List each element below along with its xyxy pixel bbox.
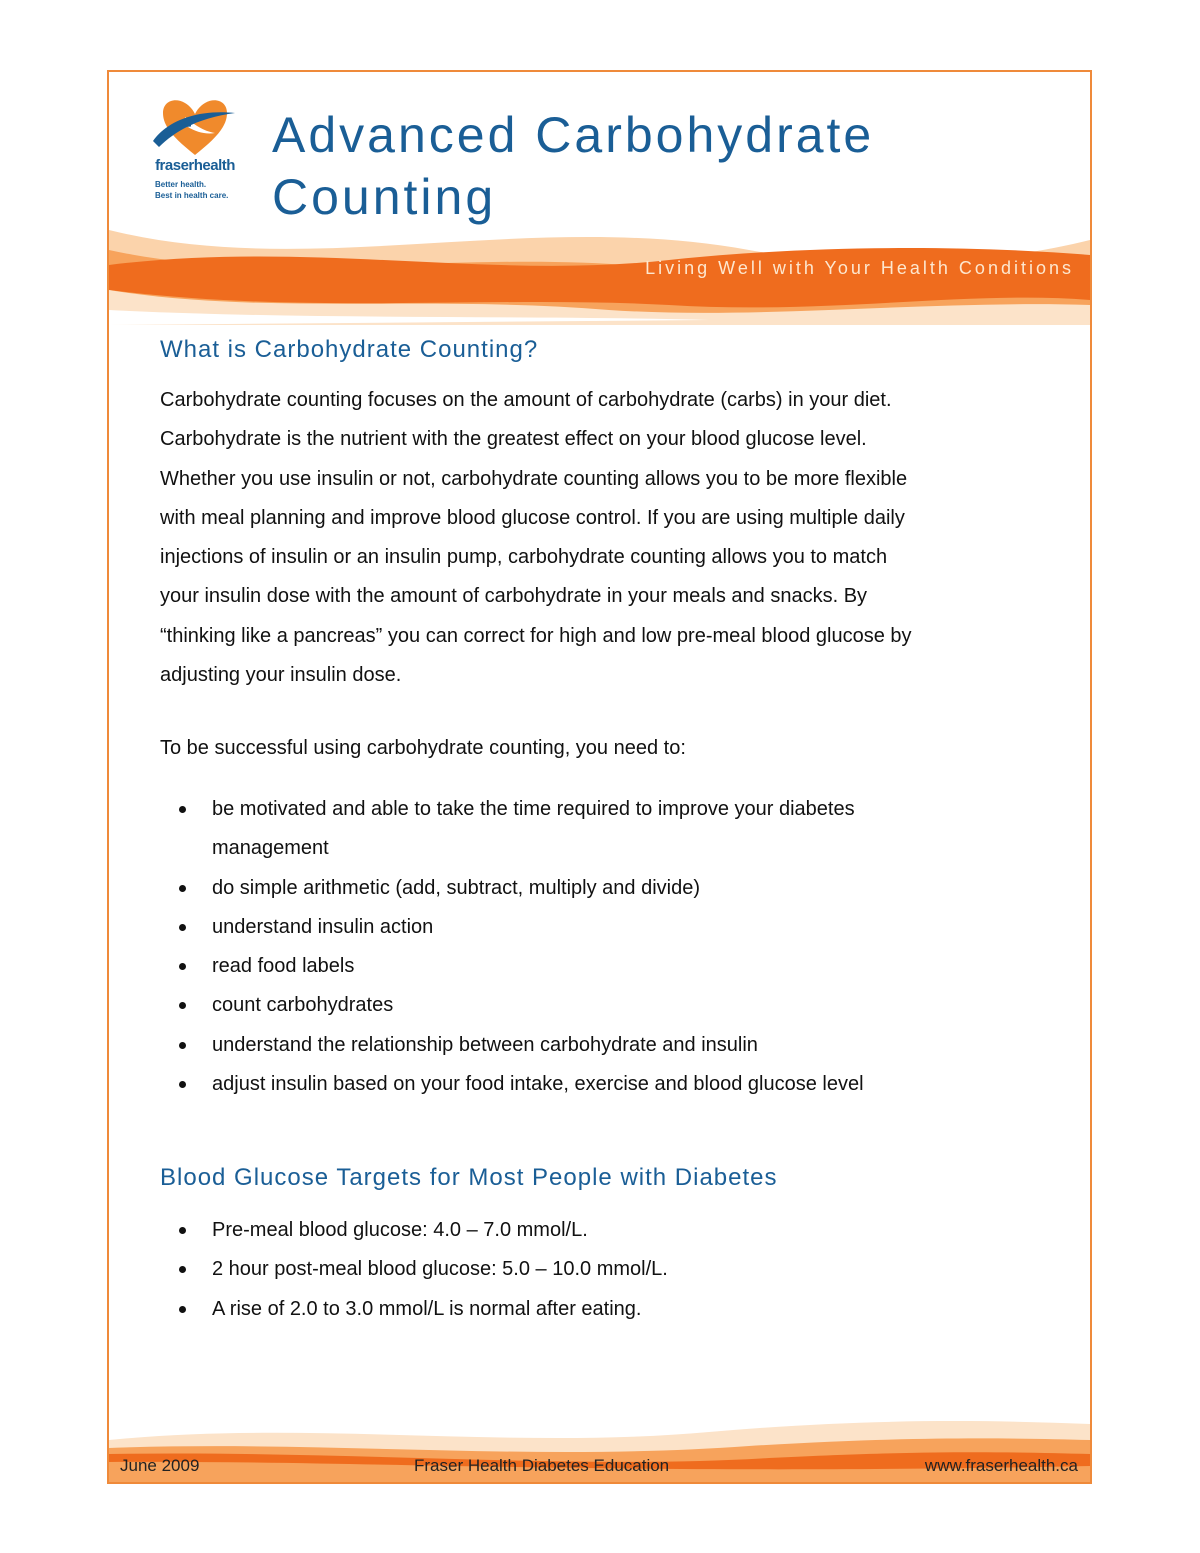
- bullet-icon: [179, 1306, 186, 1313]
- bullet-icon: [179, 1227, 186, 1234]
- bullet-icon: [179, 1042, 186, 1049]
- paragraph-line: Carbohydrate counting focuses on the amount of carbohydrate (carbs) in your diet.: [160, 389, 892, 411]
- bullet-icon: [179, 1081, 186, 1088]
- list-item-text: adjust insulin based on your food intake, exercise and blood glucose level: [212, 1073, 864, 1096]
- list-item-text: do simple arithmetic (add, subtract, multiply and divide): [212, 876, 700, 899]
- paragraph-line: adjusting your insulin dose.: [160, 664, 402, 687]
- title-line-1: Advanced Carbohydrate: [272, 107, 875, 163]
- list-item-text: Pre-meal blood glucose: 4.0 – 7.0 mmol/L.: [212, 1219, 588, 1241]
- footer-website-link[interactable]: www.fraserhealth.ca: [924, 1456, 1078, 1475]
- section-heading-glucose-targets: Blood Glucose Targets for Most People with Diabetes: [160, 1164, 778, 1191]
- logo-tagline-line2: Best in health care.: [155, 191, 229, 200]
- list-item: [160, 1211, 1060, 1250]
- bullet-icon: [179, 1266, 186, 1273]
- list-item-text: read food labels: [212, 955, 355, 978]
- glucose-targets-list: [160, 1211, 1060, 1329]
- list-item-text: understand insulin action: [212, 915, 434, 938]
- list-item-text: A rise of 2.0 to 3.0 mmol/L is normal after eating.: [212, 1297, 642, 1320]
- list-item: [160, 790, 1060, 869]
- fraserhealth-logo: [145, 95, 245, 220]
- bullet-icon: [179, 924, 186, 931]
- bullet-icon: [179, 963, 186, 970]
- bullet-icon: [179, 1002, 186, 1009]
- list-item-text-cont: management: [212, 837, 329, 860]
- paragraph-line: with meal planning and improve blood glucose control. If you are using multiple daily: [160, 506, 905, 529]
- heart-logo-icon: [145, 95, 245, 157]
- list-item-text: 2 hour post-meal blood glucose: 5.0 – 10.0 mmol/L.: [212, 1258, 668, 1281]
- paragraph-line: injections of insulin or an insulin pump, carbohydrate counting allows you to match: [160, 546, 888, 569]
- logo-tagline-line1: Better health.: [155, 180, 207, 189]
- requirements-intro: To be successful using carbohydrate counting, you need to:: [160, 737, 686, 759]
- paragraph-line: Carbohydrate is the nutrient with the greatest effect on your blood glucose level.: [160, 428, 867, 451]
- footer-date: June 2009: [120, 1456, 200, 1475]
- section-heading-carb-counting: What is Carbohydrate Counting?: [160, 336, 539, 363]
- list-item-text: understand the relationship between carbohydrate and insulin: [212, 1033, 758, 1056]
- footer-organization: Fraser Health Diabetes Education: [414, 1456, 670, 1475]
- title-line-2: Counting: [272, 169, 497, 225]
- list-item: [160, 1290, 1060, 1329]
- list-item: [160, 947, 1060, 986]
- list-item-text: be motivated and able to take the time required to improve your diabetes: [212, 798, 855, 820]
- list-item: [160, 1026, 1060, 1065]
- paragraph-line: Whether you use insulin or not, carbohydrate counting allows you to be more flexible: [160, 467, 908, 490]
- list-item: [160, 1065, 1060, 1104]
- paragraph-line: “thinking like a pancreas” you can correct for high and low pre-meal blood glucose by: [160, 624, 912, 647]
- series-tagline: Living Well with Your Health Conditions: [645, 258, 1074, 278]
- logo-tagline: [155, 179, 245, 201]
- list-item-text: count carbohydrates: [212, 994, 394, 1017]
- list-item: [160, 986, 1060, 1025]
- bullet-icon: [179, 806, 186, 813]
- bullet-icon: [179, 885, 186, 892]
- logo-wordmark: fraserhealth: [155, 157, 235, 174]
- list-item: [160, 1250, 1060, 1289]
- list-item: [160, 908, 1060, 947]
- paragraph-line: your insulin dose with the amount of carbohydrate in your meals and snacks. By: [160, 585, 868, 608]
- requirements-list: [160, 790, 1060, 1104]
- page-title: [272, 104, 874, 228]
- list-item: [160, 869, 1060, 908]
- intro-paragraph: [160, 381, 1065, 695]
